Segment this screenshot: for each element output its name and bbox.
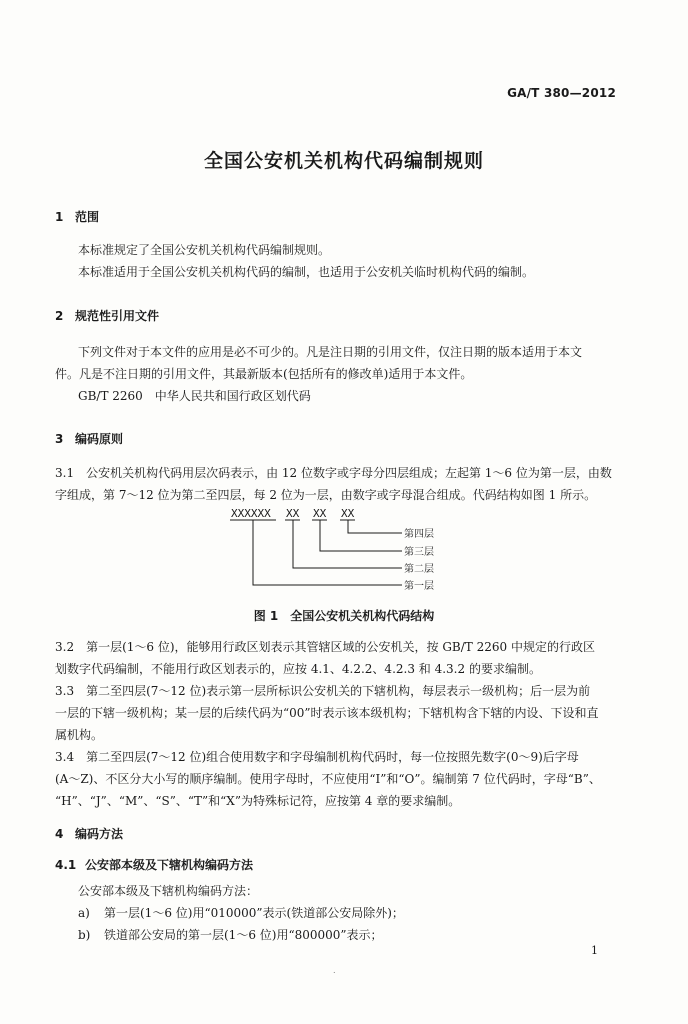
clause-3-4-line: (A～Z)、不区分大小写的顺序编制。使用字母时，不应使用“I”和“O”。编制第 7 位代码时，字母“B”、 [55, 772, 601, 786]
label-layer-2: 第二层 [404, 564, 434, 575]
clause-3-2-line: 划数字代码编制，不能用行政区划表示的，应按 4.1、4.2.2、4.2.3 和 4.3.2 的要求编制。 [55, 662, 541, 676]
section-title: 编码原则 [75, 432, 124, 446]
paragraph-line: 下列文件对于本文件的应用是必不可少的。凡是注日期的引用文件，仅注日期的版本适用于本文 [78, 345, 583, 359]
paragraph: 公安部本级及下辖机构编码方法： [78, 884, 259, 898]
section-number: 1 [55, 210, 64, 224]
label-layer-4: 第四层 [404, 529, 434, 540]
subsection-heading-4-1 [55, 856, 253, 873]
connector-layer-1 [253, 520, 402, 585]
segment-layer-2: XX [286, 507, 300, 520]
section-heading-1 [55, 208, 99, 225]
list-item-text: 铁道部公安局的第一层(1～6 位)用“800000”表示； [104, 928, 383, 942]
section-heading-3 [55, 430, 123, 447]
clause-3-3-line: 3.3 第二至四层(7～12 位)表示第一层所标识公安机关的下辖机构，每层表示一级机构；后一层为前 [55, 684, 591, 698]
paragraph: 本标准规定了全国公安机关机构代码编制规则。 [78, 243, 331, 257]
clause-3-2-line: 3.2 第一层(1～6 位)，能够用行政区划表示其管辖区域的公安机关，按 GB/T 2260 中规定的行政区 [55, 640, 595, 654]
section-heading-2 [55, 307, 159, 324]
paragraph: 本标准适用于全国公安机关机构代码的编制，也适用于公安机关临时机构代码的编制。 [78, 265, 535, 279]
section-number: 3 [55, 432, 64, 446]
segment-layer-3: XX [313, 507, 327, 520]
section-title: 范围 [75, 210, 100, 224]
standard-code: GA/T 380—2012 [507, 86, 616, 100]
segment-layer-1: XXXXXX [231, 507, 271, 520]
connector-layer-4 [348, 520, 402, 533]
section-title: 规范性引用文件 [75, 309, 160, 323]
clause-3-1-line: 3.1 公安机关机构代码用层次码表示，由 12 位数字或字母分四层组成；左起第 1～6 位为第一层，由数 [55, 466, 612, 480]
label-layer-1: 第一层 [404, 581, 434, 592]
label-layer-3: 第三层 [404, 547, 434, 558]
paragraph-line: 件。凡是不注日期的引用文件，其最新版本(包括所有的修改单)适用于本文件。 [55, 367, 473, 381]
clause-3-1-line: 字组成，第 7～12 位为第二至四层，每 2 位为一层，由数字或字母混合组成。代码结构如图 1 所示。 [55, 488, 597, 502]
list-item-a [78, 903, 404, 923]
subsection-number: 4.1 [55, 858, 77, 872]
clause-3-3-line: 属机构。 [55, 728, 104, 742]
clause-3-4-line: 3.4 第二至四层(7～12 位)组合使用数字和字母编制机构代码时，每一位按照先数字(0～9)后字母 [55, 750, 579, 764]
page-number: 1 [591, 944, 598, 957]
page-title: 全国公安机关机构代码编制规则 [203, 150, 484, 172]
section-heading-4 [55, 825, 123, 842]
list-marker: b) [78, 928, 91, 942]
connector-layer-3 [320, 520, 402, 551]
figure-caption: 图 1 全国公安机关机构代码结构 [253, 609, 435, 623]
normative-reference: GB/T 2260 中华人民共和国行政区划代码 [78, 389, 311, 403]
scan-mark: . [333, 966, 336, 975]
section-title: 编码方法 [75, 827, 124, 841]
clause-3-4-line: “H”、“J”、“M”、“S”、“T”和“X”为特殊标记符，应按第 4 章的要求编制。 [55, 794, 461, 808]
section-number: 4 [55, 827, 64, 841]
list-marker: a) [78, 906, 90, 920]
list-item-b [78, 925, 383, 945]
clause-3-3-line: 一层的下辖一级机构；某一层的后续代码为“00”时表示该本级机构；下辖机构含下辖的内设、下设和直 [55, 706, 599, 720]
section-number: 2 [55, 309, 64, 323]
subsection-title: 公安部本级及下辖机构编码方法 [85, 858, 254, 872]
segment-layer-4: XX [341, 507, 355, 520]
list-item-text: 第一层(1～6 位)用“010000”表示(铁道部公安局除外)； [104, 906, 404, 920]
code-structure-figure [0, 504, 688, 600]
